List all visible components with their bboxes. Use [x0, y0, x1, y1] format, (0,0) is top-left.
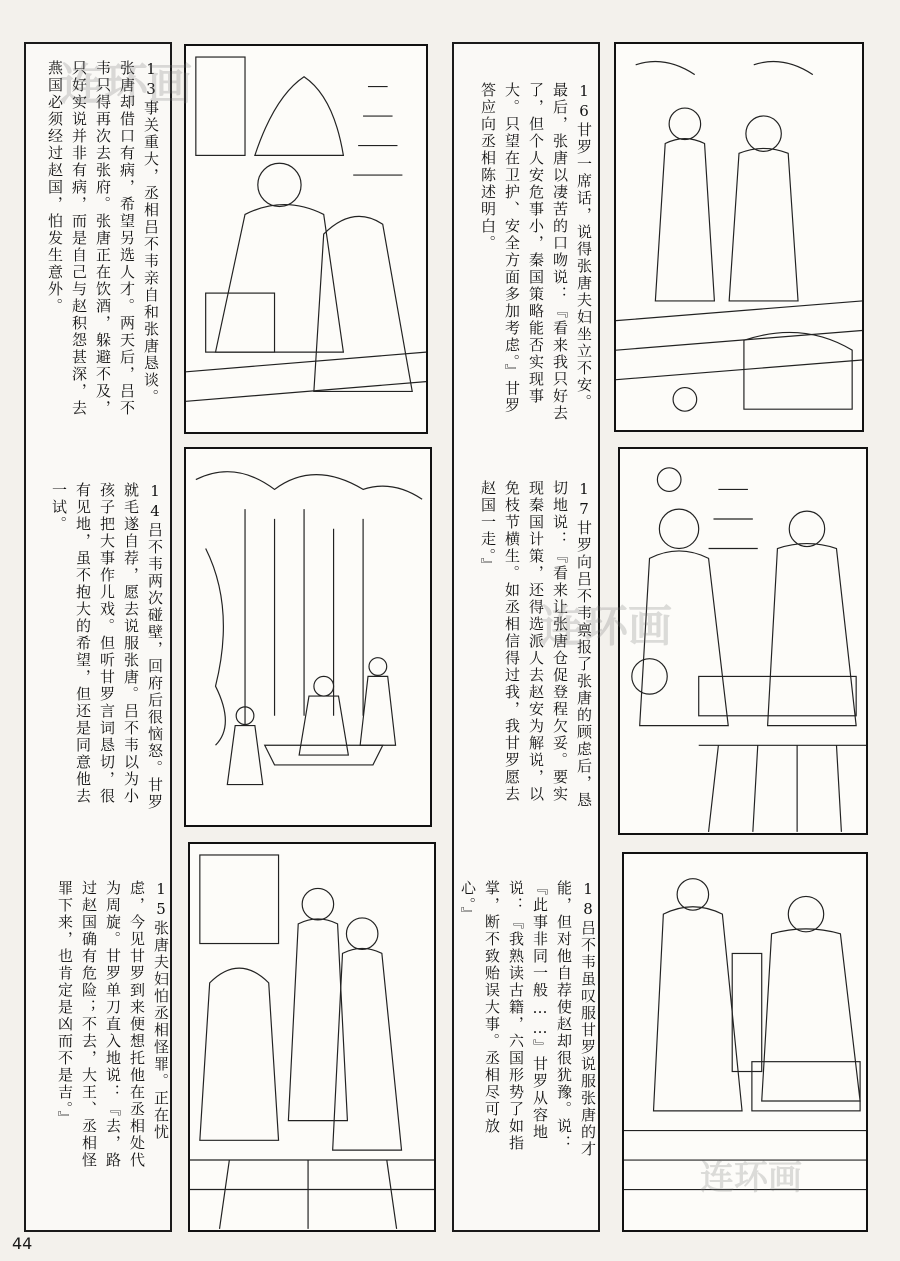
caption-17: 17甘罗向吕不韦禀报了张唐的顾虑后，恳切地说：『看来让张唐仓促登程欠妥。要实现秦国计策，还得选派人去赵安为解说，以免枝节横生。如丞相信得过我，我甘罗愿去赵国一走。』 [479, 480, 593, 809]
panel-14-drawing [186, 449, 430, 825]
panel-15-drawing [190, 844, 434, 1230]
panel-13-drawing [186, 46, 426, 432]
illustration-panel-16 [614, 42, 864, 432]
caption-16: 16甘罗一席话，说得张唐夫妇坐立不安。最后，张唐以凄苦的口吻说：『看来我只好去了，但个人安危事小，秦国策略能否实现事大。只望在卫护、安全方面多加考虑。』甘罗答应向丞相陈述明白。 [479, 82, 593, 422]
watermark-center: 连环画 [540, 601, 672, 652]
caption-18: 18吕不韦虽叹服甘罗说服张唐的才能，但对他自荐使赵却很犹豫。说：『此事非同一般……』甘罗从容地说：『我熟读古籍，六国形势了如指掌，断不致贻误大事。丞相尽可放心。』 [459, 880, 597, 1158]
illustration-panel-14 [184, 447, 432, 827]
illustration-panel-15 [188, 842, 436, 1232]
caption-15: 15张唐夫妇怕丞相怪罪。正在忧虑，今见甘罗到来便想托他在丞相处代为周旋。甘罗单刀直入地说：『去，路过赵国确有危险；不去，大王、丞相怪罪下来，也肯定是凶而不是吉。』 [56, 880, 170, 1169]
watermark-left: 连环画 [60, 59, 192, 110]
page-number: 44 [12, 1234, 33, 1253]
caption-14: 14吕不韦两次碰壁，回府后很恼怒。甘罗就毛遂自荐，愿去说服张唐。吕不韦以为小孩子把大事作儿戏。但听甘罗言词恳切，很有见地，虽不抱大的希望，但还是同意他去一试。 [50, 482, 164, 811]
panel-16-drawing [616, 44, 862, 430]
illustration-panel-13 [184, 44, 428, 434]
caption-13: 13事关重大，丞相吕不韦亲自和张唐恳谈。张唐却借口有病，希望另选人才。两天后，吕不韦只得再次去张府。张唐正在饮酒，躲避不及，只好实说并非有病，而是自己与赵积怨甚深，去燕国必须经过赵国，怕发生意外。 [46, 60, 160, 417]
watermark-bottom: 连环画 [700, 1158, 802, 1198]
